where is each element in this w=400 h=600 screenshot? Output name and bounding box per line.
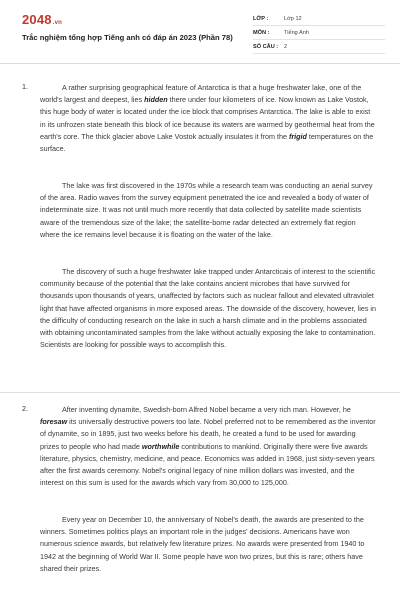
meta-value: Tiếng Anh: [284, 29, 309, 36]
passage-paragraph: [40, 514, 376, 575]
text-segment: temperatures on the surface.: [40, 131, 374, 154]
highlighted-word: worthwhile: [141, 441, 180, 451]
meta-value: 2: [284, 43, 288, 50]
question-number: 2.: [22, 404, 28, 413]
site-logo[interactable]: [22, 12, 62, 27]
text-segment: After inventing dynamite, Swedish-born Alfred Nobel became a very rich man. However, he: [62, 405, 351, 414]
passage-paragraph: [40, 180, 376, 241]
meta-key: SỐ CÂU :: [253, 43, 279, 50]
highlighted-word: hidden: [144, 95, 168, 105]
text-segment: contributions to mankind. Originally there were five awards literature, physics, chemistry, medicine, and peace. Economics was added in 1968, just sixty-seven years after the first awards ceremony. Nobel's original legacy of nine million dollars was invested, and the interest on this sum is used for the awards which vary from 30,000 to 125,000.: [40, 441, 375, 488]
highlighted-word: frigid: [288, 131, 307, 141]
text-segment: The discovery of such a huge freshwater lake trapped under Antarcticais of interest to the scientific community because of the potential that the lake contains ancient microbes that have survived for thousands upon thousands of years, unaffected by factors such as nuclear fallout and elevated ultraviolet light that have affected organisms in more exposed areas. The downside of the discovery, however, lies in the difficulty of conducting research on the lake in such a harsh climate and in the problems associated with obtaining uncontaminated samples from the lake without actually exposing the lake to contamination. Scientists are looking for possible ways to accomplish this.: [40, 267, 377, 350]
page-header: [0, 0, 400, 64]
text-segment: The lake was first discovered in the 1970s while a research team was conducting an aerial survey of the area. Radio waves from the survey equipment penetrated the ice and revealed a body of water of indeterminate size. It was not until much more recently that data collected by satellite made scientists aware of the tremendous size of the lake; the satellite-borne radar detected an extremely flat region where the ice remains level because it is floating on the water of the lake.: [40, 181, 373, 239]
meta-row-subject: [253, 26, 385, 40]
meta-key: MÔN :: [253, 29, 270, 36]
highlighted-word: foresaw: [40, 417, 68, 427]
text-segment: A rather surprising geographical feature of Antarctica is that a huge freshwater lake, one of the world's largest and deepest, lies: [40, 83, 362, 105]
meta-row-grade: [253, 12, 385, 26]
logo-text: 2048: [22, 12, 52, 27]
logo-suffix: .vn: [52, 20, 63, 26]
passage-paragraph: [40, 404, 376, 489]
meta-key: LỚP :: [253, 15, 269, 22]
question-divider: [0, 392, 400, 393]
document-meta: [253, 12, 385, 54]
passage-paragraph: [40, 266, 376, 351]
document-title: Trắc nghiệm tổng hợp Tiếng anh có đáp án 2023 (Phần 78): [22, 33, 233, 42]
meta-value: Lớp 12: [284, 15, 302, 22]
text-segment: there under four kilometers of ice. Now known as Lake Vostok, this huge body of water is located under the ice block that comprises Antarctica. The lake is able to exist in its unfrozen state beneath this block of ice because its waters are warmed by geothermal heat from the earth's core. The thick glacier above Lake Vostok actually insulates it from the: [40, 95, 375, 141]
text-segment: Every year on December 10, the anniversary of Nobel's death, the awards are presented to the winners. Sometimes politics plays an important role in the judges' decisions. Americans have won numerous science awards, but relatively few literature prizes. No awards were presented from 1940 to 1942 at the beginning of World War II. Some people have won two prizes, but this is rare; others have shared their prizes.: [40, 515, 365, 573]
passage-paragraph: [40, 82, 376, 155]
meta-row-question-count: [253, 40, 385, 54]
text-segment: its universally destructive powers too late. Nobel preferred not to be remembered as the inventor of dynamite, so in 1895, just two weeks before his death, he created a fund to be used for awarding prizes to people who had made: [40, 417, 376, 451]
question-number: 1.: [22, 82, 28, 91]
